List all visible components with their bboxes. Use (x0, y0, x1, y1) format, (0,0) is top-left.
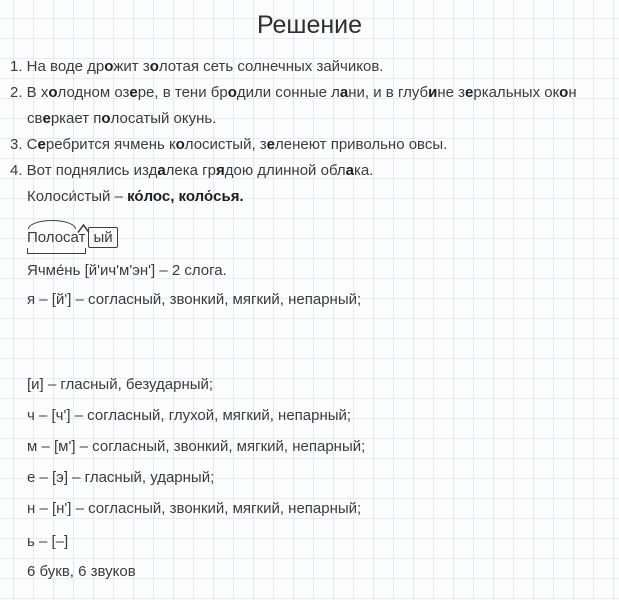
morphology-diagram (0, 227, 619, 249)
phonetic-line-ch: ч – [ч'] – согласный, глухой, мягкий, непарный; (27, 407, 352, 424)
sentence-2-line-2: сверкает полосатый окунь. (27, 110, 217, 127)
sentence-1: 1. На воде дрожит золотая сеть солнечных зайчиков. (10, 58, 384, 75)
ending-text: ый (93, 229, 113, 246)
phonetic-line-n: н – [н'] – согласный, звонкий, мягкий, непарный; (27, 500, 362, 517)
sentence-4: 4. Вот поднялись издалека грядою длинной облака. (10, 162, 374, 179)
phonetic-line-ya: я – [й'] – согласный, звонкий, мягкий, непарный; (27, 291, 362, 308)
phonetic-line-i: [и] – гласный, безударный; (27, 376, 214, 393)
suffix-caret-mark (77, 219, 90, 228)
page-title: Решение (256, 11, 363, 39)
phonetic-line-e: е – [э] – гласный, ударный; (27, 469, 215, 486)
letters-sounds-summary: 6 букв, 6 звуков (27, 563, 136, 580)
stem-text: Полосат (27, 229, 86, 246)
ending-box (88, 227, 117, 248)
phonetic-word-line: Ячме́нь [й'ич'м'эн'] – 2 слога. (27, 262, 227, 279)
word-forms-line: Колоси́стый – ко́лос, коло́сья. (27, 188, 244, 205)
stem-underline-mark (27, 248, 86, 254)
morphology-stem (27, 228, 85, 248)
sentence-3: 3. Серебрится ячмень колосистый, зеленеют привольно овсы. (10, 136, 448, 153)
phonetic-line-soft-sign: ь – [–] (27, 533, 69, 550)
phonetic-line-m: м – [м'] – согласный, звонкий, мягкий, непарный; (27, 438, 366, 455)
sentence-2-line-1: 2. В холодном озере, в тени бродили сонные лани, и в глубине зеркальных окон (10, 84, 577, 101)
root-arc-mark (28, 220, 76, 229)
